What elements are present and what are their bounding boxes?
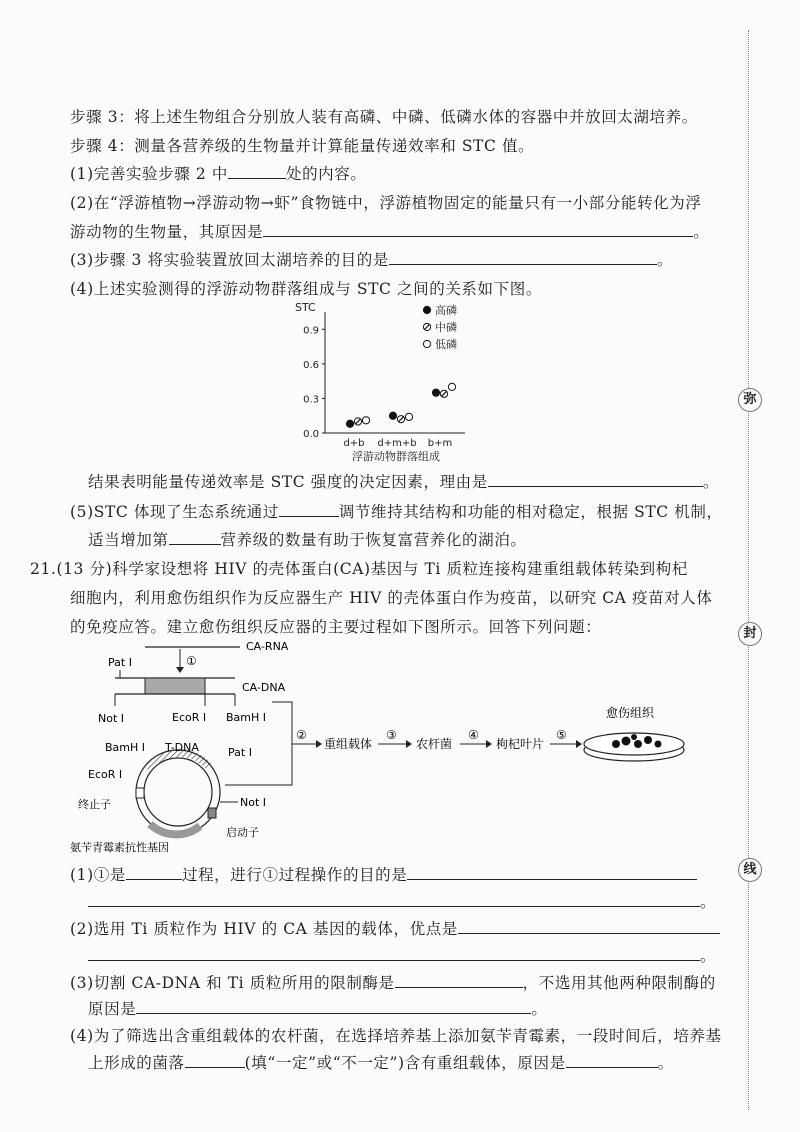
y-tick-label: 0.6 <box>303 359 319 371</box>
question-2-period: 。 <box>693 223 710 241</box>
terminator-block <box>136 788 144 798</box>
bamh1-site-label: BamH Ⅰ <box>226 711 267 724</box>
sub-question-1-period: 。 <box>700 893 717 911</box>
sub-question-1-prefix: (1)①是 <box>70 866 126 884</box>
data-point <box>448 383 455 390</box>
callus-label: 愈伤组织 <box>606 706 655 720</box>
question-3-prefix: (3)步骤 3 将实验装置放回太湖培养的目的是 <box>70 251 389 269</box>
stc-scatter-chart <box>290 298 500 468</box>
vector-construction-diagram <box>50 640 710 855</box>
ca-gene-block <box>145 678 205 694</box>
sub-question-3-line-2-prefix: 原因是 <box>88 1000 137 1018</box>
sub-question-4-blank-1[interactable] <box>185 1053 245 1068</box>
sub-question-3-blank-1[interactable] <box>395 973 523 988</box>
question-5-prefix: (5)STC 体现了生态系统通过 <box>70 503 279 521</box>
t-dna-label: T-DNA <box>165 741 199 754</box>
question-3 <box>70 250 673 270</box>
not1-plasmid-label: Not Ⅰ <box>240 796 267 809</box>
question-5-line-2-suffix: 营养级的数量有助于恢复富营养化的湖泊。 <box>220 531 527 549</box>
not1-site-label: Not Ⅰ <box>98 712 125 725</box>
binding-char-mi: 弥 <box>738 388 762 412</box>
data-point <box>405 413 412 420</box>
data-point <box>389 412 396 419</box>
sub-question-3-line-1 <box>70 973 716 993</box>
question-1-suffix: 处的内容。 <box>285 165 367 183</box>
question-5-blank-2[interactable] <box>169 530 221 545</box>
question-5-line-2-prefix: 适当增加第 <box>88 531 169 549</box>
question-4-result-blank[interactable] <box>488 472 703 487</box>
data-point <box>432 389 439 396</box>
wolfberry-leaf-label: 枸杞叶片 <box>496 737 545 751</box>
ecor1-plasmid-label: EcoR Ⅰ <box>88 768 123 781</box>
step-3-text: 步骤 3：将上述生物组合分别放人装有高磷、中磷、低磷水体的容器中并放回太湖培养。 <box>70 108 698 126</box>
question-2-blank[interactable] <box>263 222 693 237</box>
sub-question-3-period: 。 <box>531 1000 548 1018</box>
legend-marker <box>423 306 430 313</box>
callus-clump <box>631 734 637 740</box>
data-point <box>362 417 369 424</box>
callus-clump <box>634 740 642 748</box>
step-3-label: ③ <box>386 728 397 742</box>
question-4: (4)上述实验测得的浮游动物群落组成与 STC 之间的关系如下图。 <box>70 280 542 298</box>
y-tick-label: 0.3 <box>303 394 319 406</box>
problem-21-line-2: 细胞内，利用愈伤组织作为反应器生产 HIV 的壳体蛋白作为疫苗，以研究 CA 疫苗对人体 <box>70 589 713 607</box>
binding-char-feng: 封 <box>738 622 762 646</box>
sub-question-2-blank-1[interactable] <box>458 919 720 934</box>
question-3-blank[interactable] <box>389 250 657 265</box>
callus-clump <box>612 740 620 748</box>
question-3-period: 。 <box>656 251 674 269</box>
pat1-plasmid-label: Pat Ⅰ <box>228 746 252 759</box>
sub-question-2-line-2 <box>88 946 716 966</box>
problem-21-line-3: 的免疫应答。建立愈伤组织反应器的主要过程如下图所示。回答下列问题： <box>70 618 602 636</box>
pat1-site-label: Pat Ⅰ <box>108 656 132 669</box>
step-3-arrowhead <box>406 740 412 748</box>
sub-question-2-period: 。 <box>700 947 717 965</box>
question-1 <box>70 164 367 184</box>
step-2-label: ② <box>296 728 307 742</box>
sub-question-3-line-2 <box>88 999 547 1019</box>
question-1-prefix: (1)完善实验步骤 2 中 <box>70 165 228 183</box>
data-point <box>354 418 361 425</box>
step-1-arrowhead <box>176 667 184 673</box>
data-point <box>440 390 447 397</box>
sub-question-1-line-2 <box>88 892 716 912</box>
sub-question-2-blank-2[interactable] <box>88 946 700 961</box>
ecor1-site-label: EcoR Ⅰ <box>172 711 207 724</box>
step-5-arrowhead <box>576 740 582 748</box>
question-4-result-period: 。 <box>702 473 719 491</box>
promoter-block <box>208 808 216 818</box>
step-4-text: 步骤 4：测量各营养级的生物量并计算能量传递效率和 STC 值。 <box>70 137 535 155</box>
ca-rna-label: CA-RNA <box>246 640 289 653</box>
sub-question-1-middle: 过程，进行①过程操作的目的是 <box>181 866 408 884</box>
question-4-result-prefix: 结果表明能量传递效率是 STC 强度的决定因素，理由是 <box>88 473 488 491</box>
question-5-line-1 <box>70 502 723 522</box>
sub-question-3-prefix: (3)切割 CA-DNA 和 Ti 质粒所用的限制酶是 <box>70 974 395 992</box>
callus-clump <box>644 736 652 744</box>
bamh1-plasmid-label: BamH Ⅰ <box>105 741 146 754</box>
legend-label: 高磷 <box>435 304 457 317</box>
promoter-label: 启动子 <box>226 826 259 839</box>
step-2-arrowhead <box>316 740 322 748</box>
sub-question-4-blank-2[interactable] <box>566 1053 658 1068</box>
legend-marker <box>423 323 430 330</box>
terminator-label: 终止子 <box>78 798 111 811</box>
sub-question-2-line-1 <box>70 919 720 939</box>
amp-gene-label: 氨苄青霉素抗性基因 <box>70 841 169 854</box>
y-tick-label: 0.0 <box>303 429 319 440</box>
step-1-label: ① <box>186 654 197 668</box>
legend-label: 低磷 <box>435 338 457 351</box>
question-5-line-2 <box>88 530 526 550</box>
sub-question-2-prefix: (2)选用 Ti 质粒作为 HIV 的 CA 基因的载体，优点是 <box>70 920 458 938</box>
sub-question-4-line-2 <box>88 1053 674 1073</box>
data-point <box>397 416 404 423</box>
legend-label: 中磷 <box>435 321 457 334</box>
callus-clump <box>622 737 631 746</box>
sub-question-4-middle: (填“一定”或“不一定”)含有重组载体，原因是 <box>244 1054 566 1072</box>
x-tick-label: d+b <box>343 438 365 449</box>
step-4-label: ④ <box>468 728 479 742</box>
agrobacterium-label: 农杆菌 <box>416 737 453 751</box>
x-tick-label: d+m+b <box>377 438 417 449</box>
sub-question-4-period: 。 <box>657 1054 674 1072</box>
sub-question-1-blank-1[interactable] <box>126 865 182 880</box>
recombinant-vector-label: 重组载体 <box>324 737 373 751</box>
y-tick-label: 0.9 <box>303 325 319 337</box>
question-1-blank[interactable] <box>228 164 286 179</box>
binding-line <box>748 30 749 1110</box>
sub-question-1-line-1 <box>70 865 697 885</box>
sub-question-1-blank-3[interactable] <box>88 892 700 907</box>
binding-char-xian: 线 <box>738 858 762 882</box>
chart-y-label: STC <box>295 301 316 314</box>
question-5-middle: 调节维持其结构和功能的相对稳定，根据 STC 机制， <box>338 503 723 521</box>
question-2-prefix: 游动物的生物量，其原因是 <box>70 223 264 241</box>
question-5-blank-1[interactable] <box>279 502 339 517</box>
sub-question-4-line-1: (4)为了筛选出含重组载体的农杆菌，在选择培养基上添加氨苄青霉素，一段时间后，培养基 <box>70 1027 722 1045</box>
chart-x-label: 浮游动物群落组成 <box>352 450 440 463</box>
problem-21-line-1: 21.(13 分)科学家设想将 HIV 的壳体蛋白(CA)基因与 Ti 质粒连接构建重组载体转染到枸杞 <box>30 560 688 578</box>
sub-question-4-prefix: 上形成的菌落 <box>88 1054 185 1072</box>
question-4-result <box>88 472 719 492</box>
question-2-line-1: (2)在“浮游植物→浮游动物→虾”食物链中，浮游植物固定的能量只有一小部分能转化为浮 <box>70 194 702 212</box>
ca-dna-label: CA-DNA <box>242 681 286 694</box>
sub-question-1-blank-2[interactable] <box>407 865 697 880</box>
callus-clump <box>655 741 662 748</box>
step-4-arrowhead <box>486 740 492 748</box>
sub-question-3-middle: ，不选用其他两种限制酶的 <box>522 974 716 992</box>
question-2-line-2 <box>70 222 709 242</box>
sub-question-3-blank-2[interactable] <box>136 999 531 1014</box>
legend-marker <box>423 340 430 347</box>
data-point <box>346 420 353 427</box>
step-5-label: ⑤ <box>556 728 567 742</box>
x-tick-label: b+m <box>427 438 453 449</box>
